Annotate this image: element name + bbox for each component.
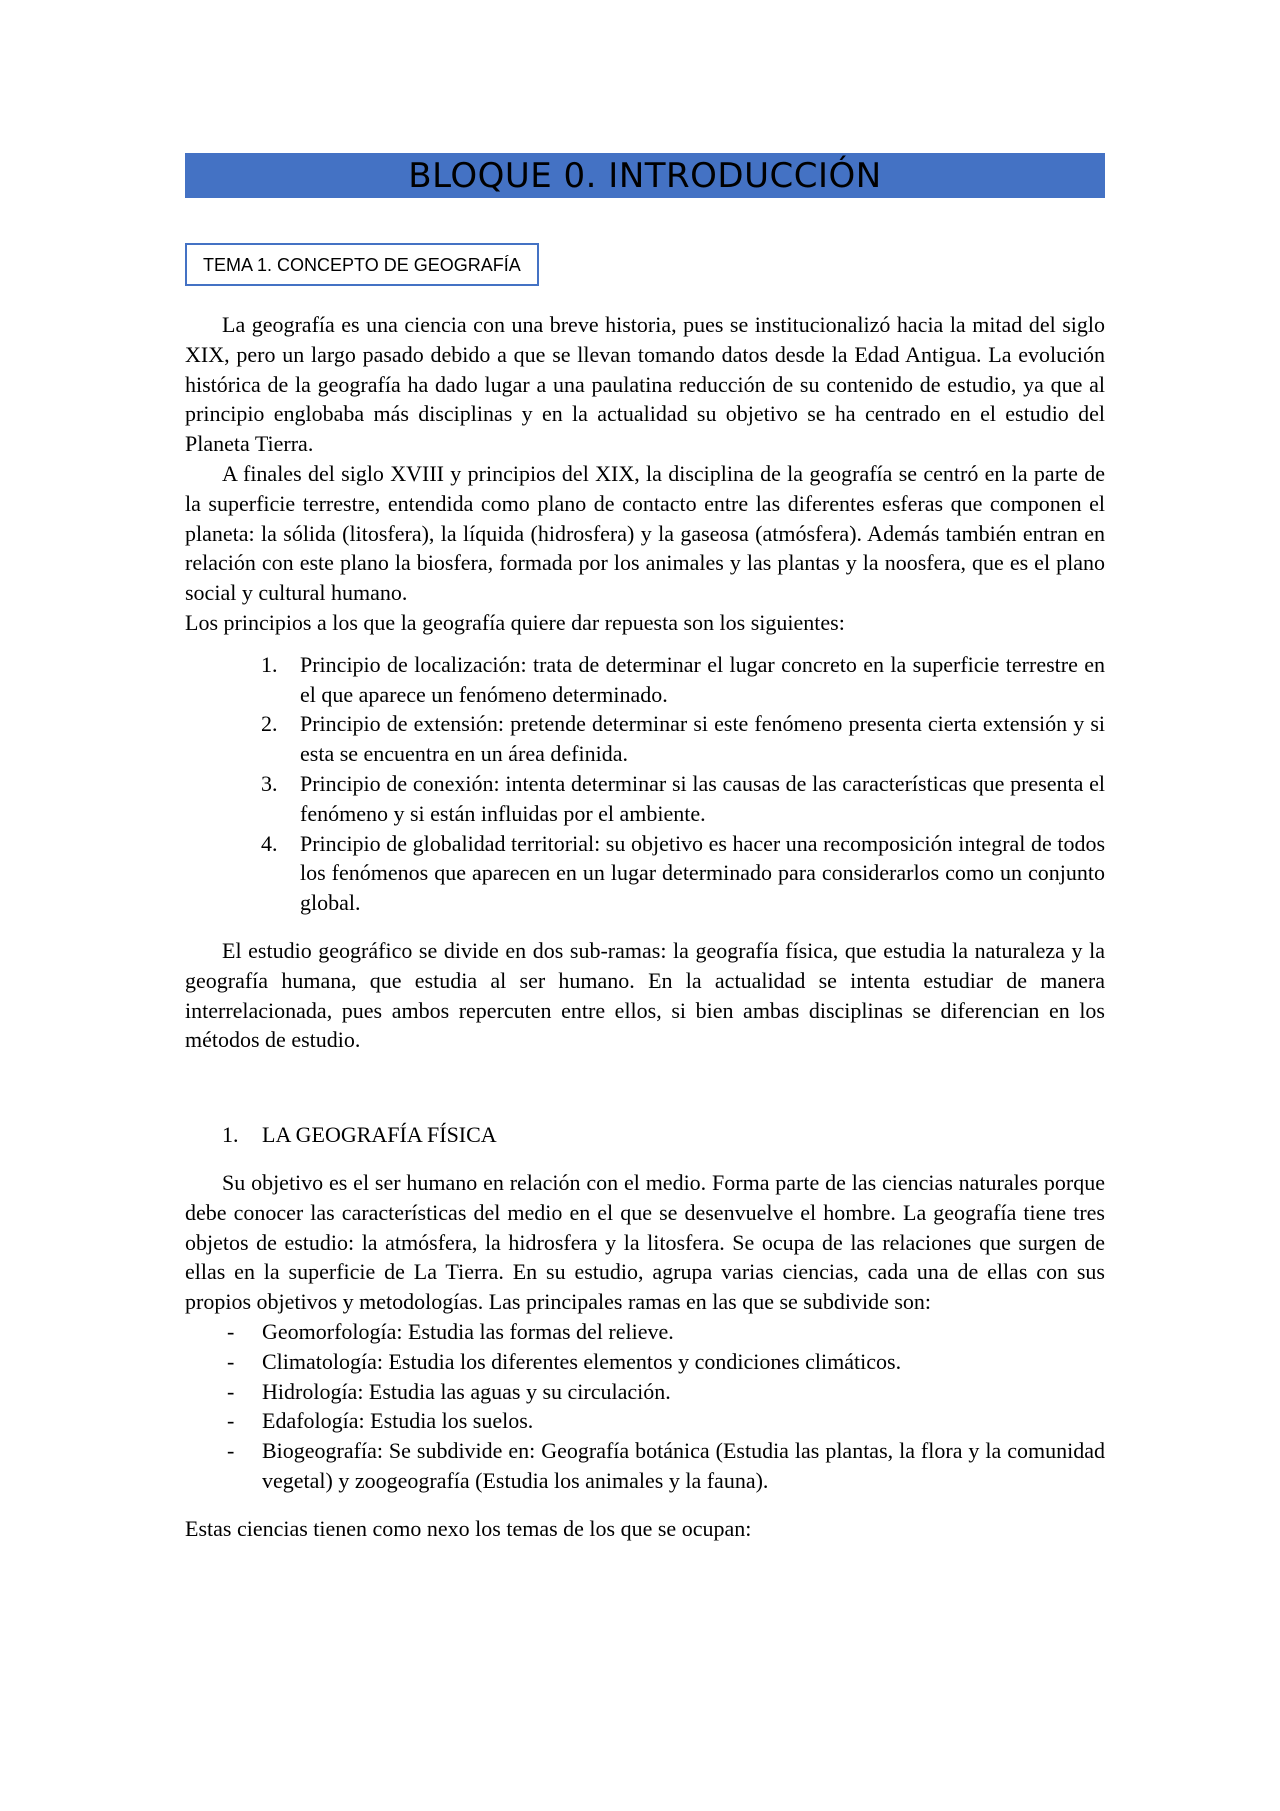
section-title: LA GEOGRAFÍA FÍSICA (262, 1122, 497, 1148)
list-item-number: 2. (261, 711, 278, 737)
intro-paragraph-2: A finales del siglo XVIII y principios del XIX, la disciplina de la geografía se centró en la parte de la superficie terrestre, entendida como plano de contacto entre las diferentes esferas que componen el planeta: la sólida (litosfera), la líquida (hidrosfera) y la gaseosa (atmósfera). Además también entran en relación con este plano la biosfera, formada por los animales y las plantas y la noosfera, que es el plano social y cultural humano. (185, 460, 1105, 606)
list-item-text: Hidrología: Estudia las aguas y su circulación. (262, 1378, 671, 1404)
section-heading-geografia-fisica (185, 1120, 1105, 1150)
ramas-list (185, 1317, 1105, 1496)
list-bullet: - (227, 1348, 235, 1374)
list-bullet: - (227, 1318, 235, 1344)
list-item-number: 4. (261, 830, 278, 856)
tema-title: TEMA 1. CONCEPTO DE GEOGRAFÍA (203, 255, 521, 275)
list-item-text: Principio de extensión: pretende determinar si este fenómeno presenta cierta extensión y si esta se encuentra en un área definida. (300, 711, 1105, 767)
list-item (185, 769, 1105, 829)
list-item-text: Principio de globalidad territorial: su objetivo es hacer una recomposición integral de todos los fenómenos que aparecen en un lugar determinado para considerarlos como un conjunto global. (300, 830, 1105, 916)
list-item-number: 3. (261, 770, 278, 796)
tema-title-box (185, 243, 539, 286)
intro-paragraph-4: El estudio geográfico se divide en dos sub-ramas: la geografía física, que estudia la naturaleza y la geografía humana, que estudia al ser humano. En la actualidad se intenta estudiar de manera interrelacionada, pues ambos repercuten entre ellos, si bien ambas disciplinas se diferencian en los métodos de estudio. (185, 937, 1105, 1053)
list-bullet: - (227, 1378, 235, 1404)
section-paragraph-2: Estas ciencias tienen como nexo los temas de los que se ocupan: (185, 1515, 752, 1541)
list-item (185, 1317, 1105, 1347)
list-bullet: - (227, 1408, 235, 1434)
list-item (185, 1436, 1105, 1496)
intro-paragraph-1: La geografía es una ciencia con una breve historia, pues se institucionalizó hacia la mitad del siglo XIX, pero un largo pasado debido a que se llevan tomando datos desde la Edad Antigua. La evolución histórica de la geografía ha dado lugar a una paulatina reducción de su contenido de estudio, ya que al principio englobaba más disciplinas y en la actualidad su objetivo se ha centrado en el estudio del Planeta Tierra. (185, 312, 1105, 457)
list-item (185, 1347, 1105, 1377)
section-paragraph-1: Su objetivo es el ser humano en relación con el medio. Forma parte de las ciencias naturales porque debe conocer las características del medio en el que se desenvuelve el hombre. La geografía tiene tres objetos de estudio: la atmósfera, la hidrosfera y la litosfera. Se ocupa de las relaciones que surgen de ellas en la superficie de La Tierra. En su estudio, agrupa varias ciencias, cada una de ellas con sus propios objetivos y metodologías. Las principales ramas en las que se subdivide son: (185, 1169, 1105, 1315)
bloque-title-banner (185, 153, 1105, 198)
list-item-text: Geomorfología: Estudia las formas del relieve. (262, 1318, 674, 1344)
bloque-title: BLOQUE 0. INTRODUCCIÓN (408, 155, 882, 196)
intro-paragraph-3: Los principios a los que la geografía quiere dar repuesta son los siguientes: (185, 609, 845, 635)
list-item-text: Biogeografía: Se subdivide en: Geografía botánica (Estudia las plantas, la flora y la comunidad vegetal) y zoogeografía (Estudia los animales y la fauna). (262, 1438, 1105, 1493)
list-item-text: Principio de localización: trata de determinar el lugar concreto en la superficie terrestre en el que aparece un fenómeno determinado. (300, 651, 1105, 707)
list-item (185, 709, 1105, 769)
list-item-text: Edafología: Estudia los suelos. (262, 1408, 534, 1434)
section-number: 1. (222, 1122, 239, 1148)
list-bullet: - (227, 1438, 235, 1464)
list-item (185, 1406, 1105, 1436)
principios-list (185, 650, 1105, 918)
list-item-number: 1. (261, 651, 278, 677)
list-item (185, 650, 1105, 710)
list-item-text: Principio de conexión: intenta determinar si las causas de las características que presenta el fenómeno y si están influidas por el ambiente. (300, 770, 1105, 826)
list-item-text: Climatología: Estudia los diferentes elementos y condiciones climáticos. (262, 1348, 902, 1374)
list-item (185, 829, 1105, 918)
list-item (185, 1377, 1105, 1407)
page-content (185, 153, 1105, 1543)
